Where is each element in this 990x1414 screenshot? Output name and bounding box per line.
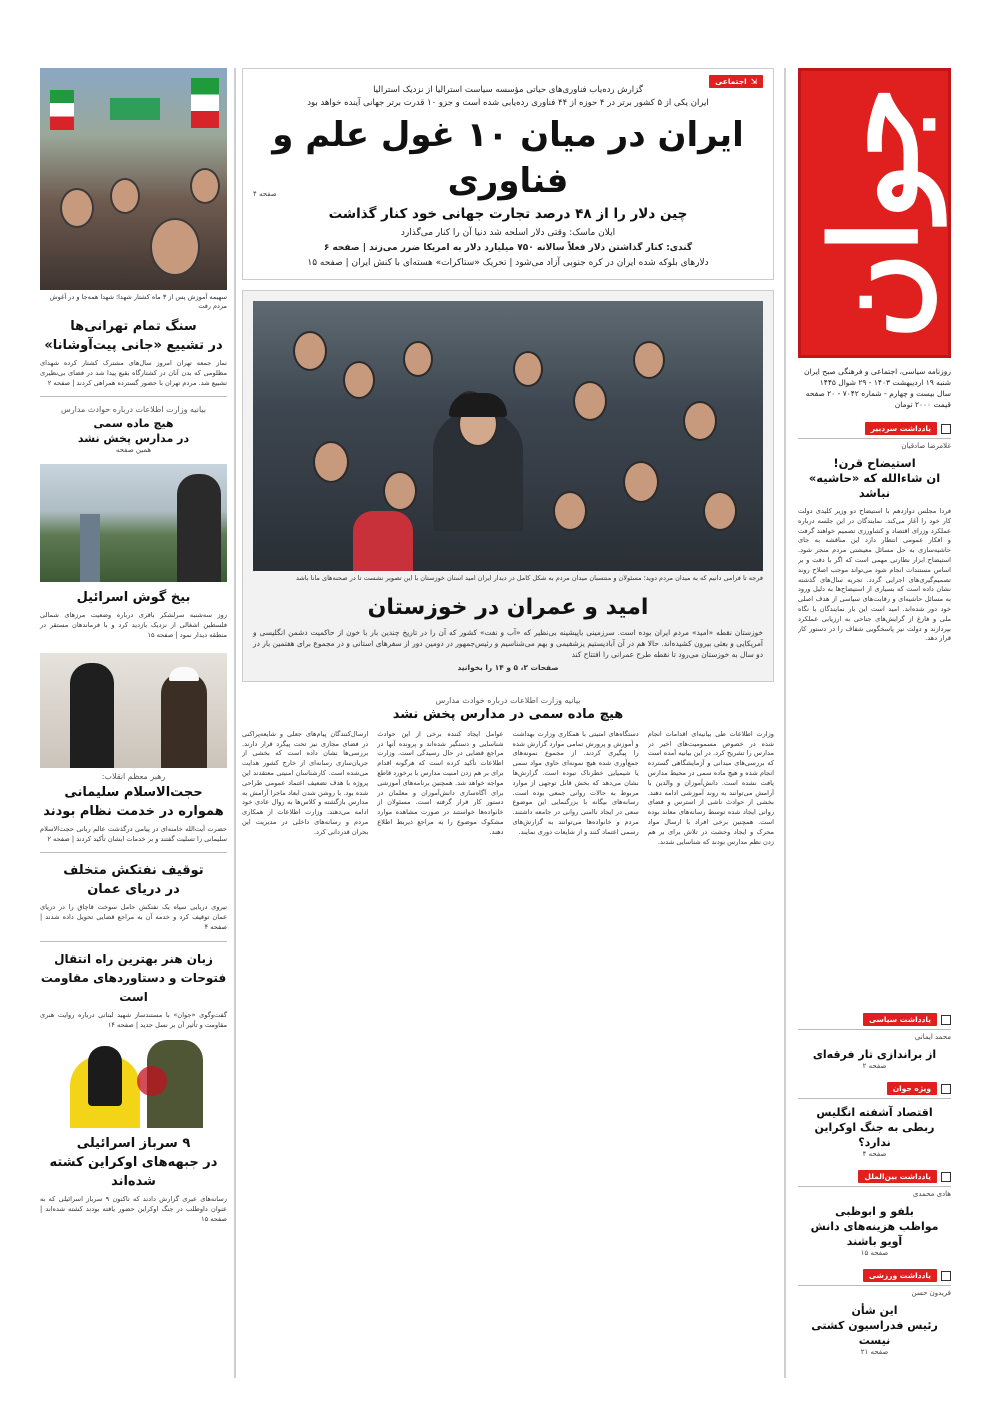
lead-subline: دلارهای بلوکه شده ایران در کره جنوبی آزاد می‌شود | تحریک «ستاکرات» هسته‌ای با کنش ایران | صفحه ۱۵ [307,258,709,268]
funeral-caption: سهیمه آموزش پس از ۳ ماه کشتار شهدا؛ شهدا همه‌جا و در آغوش مردم رفت [49,293,227,310]
arrow-icon: ⇲ [750,77,757,86]
column-divider [234,68,236,1378]
left-story-1 [40,68,227,388]
square-icon [941,1084,951,1094]
center-column [242,68,774,1290]
funeral-photo[interactable] [40,68,227,290]
lead-kicker: گزارش رده‌یاب فناوری‌های حیاتی مؤسسه سیاست استرالیا از نزدیک استرالیا ایران یکی از ۵ کشور برتر در ۴ حوزه از ۴۴ فناوری رده‌یابی شده است و جزو ۱۰ قدرت برتر جهانی آینده خواهد بود [307,85,709,108]
right-items [798,1013,951,1356]
leader-photo[interactable] [40,653,227,768]
lead-subline: گندی: کنار گذاشتن دلار فعلاً سالانه ۷۵۰ میلیارد دلار به امریکا ضرر می‌زند | صفحه ۶ [323,243,693,253]
item-tag[interactable]: یادداشت سیاسی [863,1013,937,1026]
editorial-tag-row [798,422,951,439]
left-story-3 [40,464,227,640]
lead-headline-page: صفحه ۴ [253,190,277,198]
right-column [798,68,951,1356]
column-divider [784,68,786,1378]
left-story-4 [40,653,227,845]
editorial-title[interactable]: استیضاح قرن! ان شاءالله که «حاشیه» نباشد [808,456,941,500]
lead-headline[interactable]: ایران در میان ۱۰ غول علم و فناوری [272,115,744,201]
masthead-logo[interactable] [798,68,951,358]
separator [40,852,227,853]
border-photo[interactable] [40,464,227,582]
story4-kicker: رهبر معظم انقلاب: [101,771,166,781]
left-column [40,68,227,1225]
editorial-author: غلامرضا صادقیان [901,442,951,450]
item-title[interactable]: از براندازی تار فرقه‌ای [812,1048,937,1061]
second-headline[interactable]: امید و عمران در خوزستان [367,595,649,620]
lower-story [242,696,774,1290]
item-author: محمد ایمانی [914,1033,951,1041]
story4-body: حضرت آیت‌الله خامنه‌ای در پیامی درگذشت عالم ربانی حجت‌الاسلام سلیمانی را تسلیت گفتند و بر خدمات ایشان تأکید کردند | صفحه ۲ [40,824,227,843]
text-column: دستگاه‌های امنیتی با همکاری وزارت بهداشت و آموزش و پرورش تمامی موارد گزارش شده را پیگیری کردند. از مجموع نمونه‌های جمع‌آوری شده هیچ نمونه‌ای حاوی مواد سمی یا شیمیایی خطرناک نبوده است. گزارش‌ها نشان می‌دهد که بخش قابل توجهی از موارد مربوط به حالات روانی جمعی بوده است. رسانه‌های بیگانه با بزرگنمایی این موضوع سعی در ایجاد ناامنی روانی در جامعه داشتند. مردم و خانواده‌ها می‌توانند به گزارش‌های رسمی اعتماد کنند و از شایعات دوری نمایند. [512,729,639,836]
text-column: وزارت اطلاعات طی بیانیه‌ای اقدامات انجام شده در خصوص مسمومیت‌های اخیر در مدارس را تشریح کرد. در این بیانیه آمده است که بررسی‌های میدانی و آزمایشگاهی گسترده انجام شده و هیچ ماده سمی در محیط مدارس یافت نشده است. دانش‌آموزان و والدین با آرامش می‌توانند به روند آموزشی ادامه دهند. بخشی از حوادث ناشی از استرس و فضای روانی ایجاد شده توسط رسانه‌های معاند بوده است. همچنین برخی افراد با ارسال مواد محرک و ایجاد وحشت در تلاش برای بر هم زدن نظم مدارس بودند که شناسایی شدند. [647,729,774,846]
square-icon [941,1271,951,1281]
item-page: صفحه ۲۱ [860,1348,889,1356]
second-body: خوزستان نقطه «امید» مردم ایران بوده است. سرزمینی باپیشینه بی‌نظیر که «آب و نفت» کشور که آن را در تاریخ چندین بار با خون از حاکمیت دشمن انگلیسی و آمریکایی و بعثی بیرون کشیده‌اند. حالا هم در آن آبادیستیم یزشفیمی و بهم می‌شناسیم و رئیس‌جمهور در دومین دور از سفرهای استانی و در مجموع برای هفتمین بار در دو سال به خوزستان می‌رود تا نقطه طرح عمرانی را افتتاح کند [253,628,763,659]
square-icon [941,1172,951,1182]
story7-title[interactable]: ۹ سرباز اسرائیلی در جبهه‌های اوکراین کشته شده‌اند [49,1136,218,1190]
right-item [798,1269,951,1356]
left-story-2 [40,405,227,454]
square-icon [941,1015,951,1025]
story5-title[interactable]: توقیف نفتکش متخلف در دریای عمان [63,863,204,898]
section-tag-label: اجتماعی [715,77,747,86]
story3-body: روز سه‌شنبه سرلشکر باقری درباره وضعیت مرزهای شمالی فلسطین اشغالی از نزدیک بازدید کرد و با فرماندهان مستقر در منطقه دیدار نمود | صفحه ۱۵ [40,611,227,639]
story6-body: گفت‌وگوی «جوان» با مستندساز شهید لبنانی درباره روایت هنری مقاومت و تأثیر آن بر نسل جدید | صفحه ۱۴ [40,1010,227,1029]
story4-title[interactable]: حجت‌الاسلام سلیمانی همواره در خدمت نظام بودند [43,784,224,819]
item-title[interactable]: اقتصاد آشفته انگلیس ربطی به جنگ اوکراین ندارد؟ [814,1106,935,1149]
right-item [798,1170,951,1257]
lower-columns [242,730,774,1290]
section-tag[interactable] [709,75,763,88]
story2-page: همین صفحه [115,446,152,455]
item-author: هادی محمدی [912,1190,951,1198]
martyr-photo[interactable] [40,1036,227,1128]
story3-title[interactable]: بیخ گوش اسرائیل [76,590,191,606]
text-column: ارسال‌کنندگان پیام‌های جعلی و شایعه‌پراکنی در فضای مجازی نیز تحت پیگرد قرار دارند. بررسی‌ها نشان داده است که بخشی از جریان‌سازی رسانه‌ای از خارج کشور هدایت می‌شده است. کارشناسان امنیتی معتقدند این پروژه با هدف تضعیف اعتماد عمومی طراحی شده بود. با روشن شدن ابعاد ماجرا آرامش به مدارس بازگشته و کلاس‌ها به روال عادی خود ادامه می‌دهند. وزارت اطلاعات از همکاری مردم و رسانه‌های داخلی در مدیریت این بحران قدردانی کرد. [242,729,369,836]
lead-subline: ایلان ماسک: وقتی دلار اسلحه شد دنیا آن را کنار می‌گذارد [400,228,616,238]
separator [40,941,227,942]
story2-title[interactable]: هیچ ماده سمی در مدارس پخش نشد [77,417,190,446]
left-story-7 [40,1134,227,1224]
separator [40,396,227,397]
masthead-meta: روزنامه سیاسی، اجتماعی و فرهنگی صبح ایران شنبه ۱۹ اردیبهشت ۱۴۰۳ - ۲۹ شوال ۱۴۴۵ سال بیست و چهارم - شماره ۷۰۴۲ - ۲۰ صفحه قیمت ۲۰۰۰ تومان [803,367,951,409]
lower-kicker: بیانیه وزارت اطلاعات درباره خوادث مدارس [435,695,581,705]
item-page: صفحه ۲ [862,1062,887,1070]
editorial-body: فردا مجلس دوازدهم با استیضاح دو وزیر کلیدی دولت کار خود را آغاز می‌کند. نمایندگان در این جلسه درباره عملکرد وزرای اقتصاد و کشاورزی تصمیم خواهند گرفت و افکار عمومی انتظار دارد این مناقشه به جای حاشیه‌سازی به حل مسائل معیشتی مردم منجر شود. استیضاح ابزار نظارتی مهمی است که اگر با دقت و بر اساس مستندات انجام شود می‌تواند موجب اصلاح روند تصمیم‌گیری‌های اجرایی گردد. تجربه سال‌های گذشته نشان داده است که بسیاری از استیضاح‌ها به دلیل ورود به مسائل حاشیه‌ای و رقابت‌های سیاسی از هدف اصلی خود دور شده‌اند. امید است این بار نمایندگان با نگاه ملی و فارغ از گرایش‌های جناحی به ارزیابی عملکرد بپردازند و دولت نیز پاسخگویی شفاف را در دستور کار قرار دهد. [798,507,951,643]
editorial-tag[interactable]: یادداشت سردبیر [865,422,937,435]
story5-body: نیروی دریایی سپاه یک نفتکش حامل سوخت قاچاق را در دریای عمان توقیف کرد و خدمه آن به مراجع قضایی تحویل داده شدند | صفحه ۴ [40,903,227,931]
lead-story [242,68,774,280]
left-story-5 [40,861,227,932]
photo-caption: فرجه تا فرامی دانیم که به میدان مردم دوید؛ مسئولان و منتسبان میدان مردم به شکل کامل در دیدار ایران امید استان خوزستان با این تصویر نشست تا در صحنه‌های مانا باشد [295,574,763,582]
second-page: صفحات ۲، ۵ و ۱۴ را بخوانید [457,663,559,672]
item-page: صفحه ۱۵ [860,1249,889,1257]
lower-headline[interactable]: هیچ ماده سمی در مدارس پخش نشد [392,706,624,722]
item-title[interactable]: این شأن رئیس فدراسیون کشتی نیست [811,1304,938,1347]
item-title[interactable]: بلفو و ابوظبی مواظب هزینه‌های دانش آویو باشند [810,1205,939,1248]
story7-body: رسانه‌های عبری گزارش دادند که تاکنون ۹ سرباز اسرائیلی که به عنوان داوطلب در جنگ اوکراین حضور یافته بودند کشته شده‌اند | صفحه ۱۵ [40,1195,227,1223]
item-tag[interactable]: یادداشت ورزشی [863,1269,937,1282]
square-icon [941,424,951,434]
left-story-6 [40,950,227,1129]
item-tag[interactable]: ویژه جوان [887,1082,937,1095]
text-column: عوامل ایجاد کننده برخی از این حوادث شناسایی و دستگیر شده‌اند و پرونده آنها در مراجع قضایی در حال رسیدگی است. وزارت اطلاعات تأکید کرده است که هرگونه اقدام برای بر هم زدن امنیت مدارس با برخورد قاطع مواجه خواهد شد. همچنین برنامه‌های آموزشی برای آگاه‌سازی دانش‌آموزان و معلمان در دستور کار قرار گرفته است. مسئولان از خانواده‌ها خواستند در صورت مشاهده موارد مشکوک موضوع را به مراجع ذیربط اطلاع دهند. [377,729,504,836]
crowd-photo[interactable] [253,301,763,571]
story2-kicker: بیانیه وزارت اطلاعات درباره حوادث مدارس [60,405,207,415]
story1-title[interactable]: سنگ تمام تهرانی‌ها در تشییع «جانی پیت‌آوشانا» [44,319,223,353]
right-item [798,1082,951,1158]
lead-subhead[interactable]: چین دلار را از ۴۸ درصد تجارت جهانی خود کنار گذاشت [328,206,688,222]
item-tag[interactable]: یادداشت بین‌الملل [858,1170,937,1183]
item-page: صفحه ۴ [862,1150,887,1158]
logo-text: جوان [804,86,944,340]
item-author: فریدون حسن [911,1289,951,1297]
story6-title[interactable]: زبان هنر بهترین راه انتقال فتوحات و دستاوردهای مقاومت است [40,951,227,1004]
story1-body: نماز جمعه تهران امروز سال‌های مشترک کشتار کرده شهدای مظلومی که بدن آنان در کشتارگاه بقیع پیدا شد در فضای بی‌نظیری تشییع شد. مردم تهران با حضور گسترده همراهی کردند | صفحه ۲ [40,359,227,387]
photo-story [242,290,774,682]
right-item [798,1013,951,1070]
